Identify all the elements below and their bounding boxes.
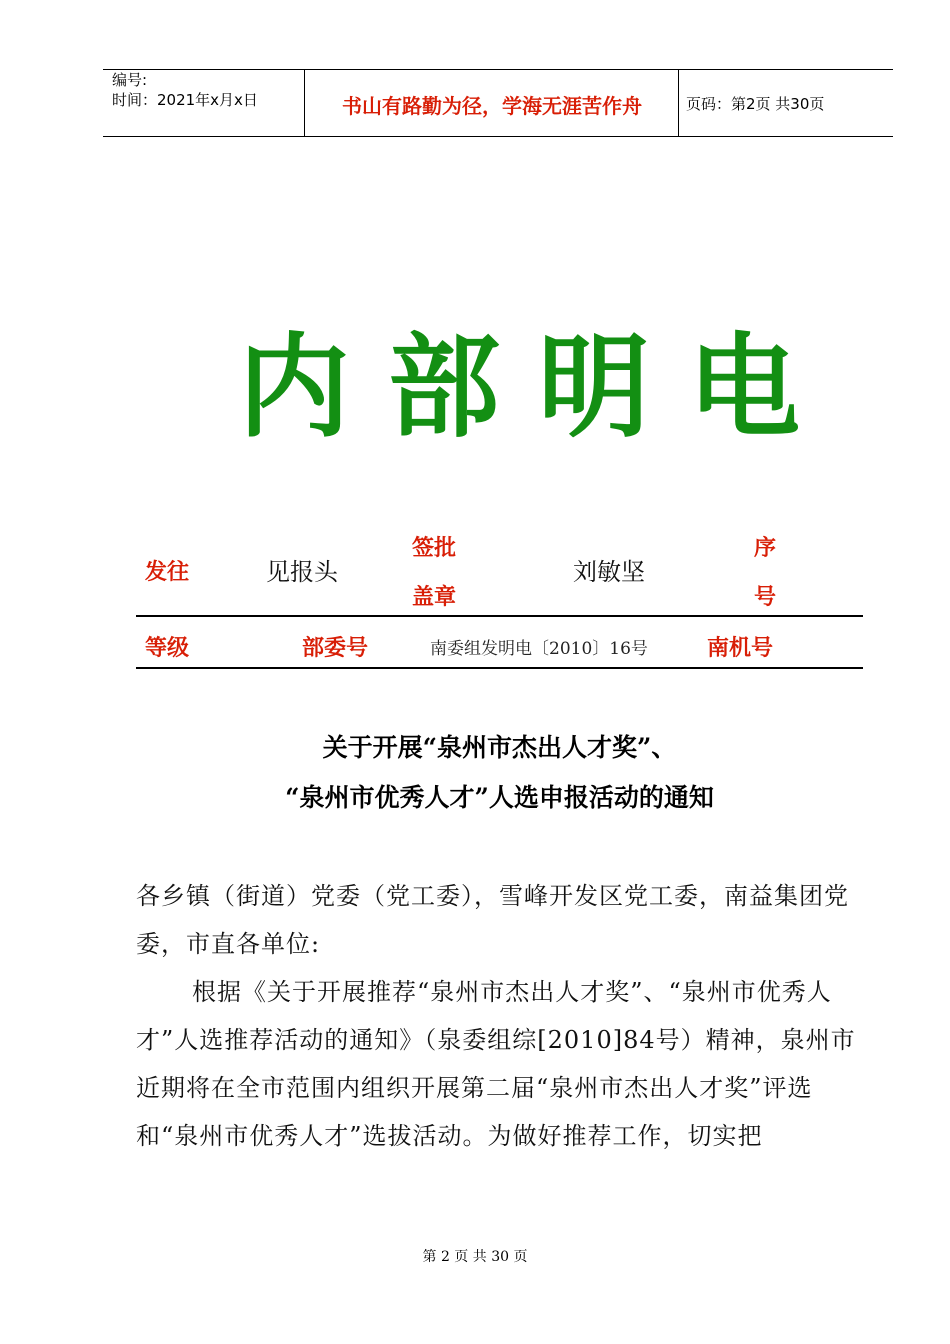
seq-label-bottom: 号	[754, 584, 777, 610]
body-paragraph: 根据《关于开展推荐“泉州市杰出人才奖”、“泉州市优秀人才”人选推荐活动的通知》（泉委组综[2010]84号）精神，泉州市近期将在全市范围内组织开展第二届“泉州市杰出人才奖”评选和“泉州市优秀人才”选拔活动。为做好推荐工作，切实把	[136, 978, 856, 1150]
header-motto: 书山有路勤为径，学海无涯苦作舟	[342, 94, 642, 118]
time-label: 时间：2021年x月x日	[112, 91, 258, 109]
notice-title	[136, 723, 863, 823]
doc-number: 南委组发明电〔2010〕16号	[430, 639, 648, 659]
header-bottom-rule	[103, 136, 893, 137]
dept-no-label: 部委号	[302, 635, 369, 661]
header-meta	[112, 70, 258, 110]
notice-body	[136, 872, 866, 1160]
table-rule-bottom	[136, 667, 863, 669]
serial-label: 编号:	[112, 71, 148, 89]
send-to-value: 见报头	[266, 558, 338, 586]
grade-label: 等级	[145, 635, 190, 661]
table-rule-middle	[136, 615, 863, 617]
signer-name: 刘敏坚	[573, 558, 645, 586]
page-footer: 第 2 页 共 30 页	[422, 1249, 528, 1265]
send-to-label: 发往	[145, 559, 190, 585]
salutation: 各乡镇（街道）党委（党工委），雪峰开发区党工委，南益集团党委，市直各单位:	[136, 882, 849, 958]
header-divider-left	[304, 69, 305, 136]
header-page-info: 页码：第2页 共30页	[686, 95, 825, 113]
machine-no-label: 南机号	[707, 635, 774, 661]
sign-label-bottom: 盖章	[412, 584, 457, 610]
seq-label-top: 序	[754, 535, 777, 561]
notice-title-line2: “泉州市优秀人才”人选申报活动的通知	[285, 783, 714, 812]
sign-label-top: 签批	[412, 535, 457, 561]
header-divider-right	[678, 69, 679, 136]
document-title: 内部明电	[238, 322, 838, 453]
notice-title-line1: 关于开展“泉州市杰出人才奖”、	[322, 733, 677, 762]
